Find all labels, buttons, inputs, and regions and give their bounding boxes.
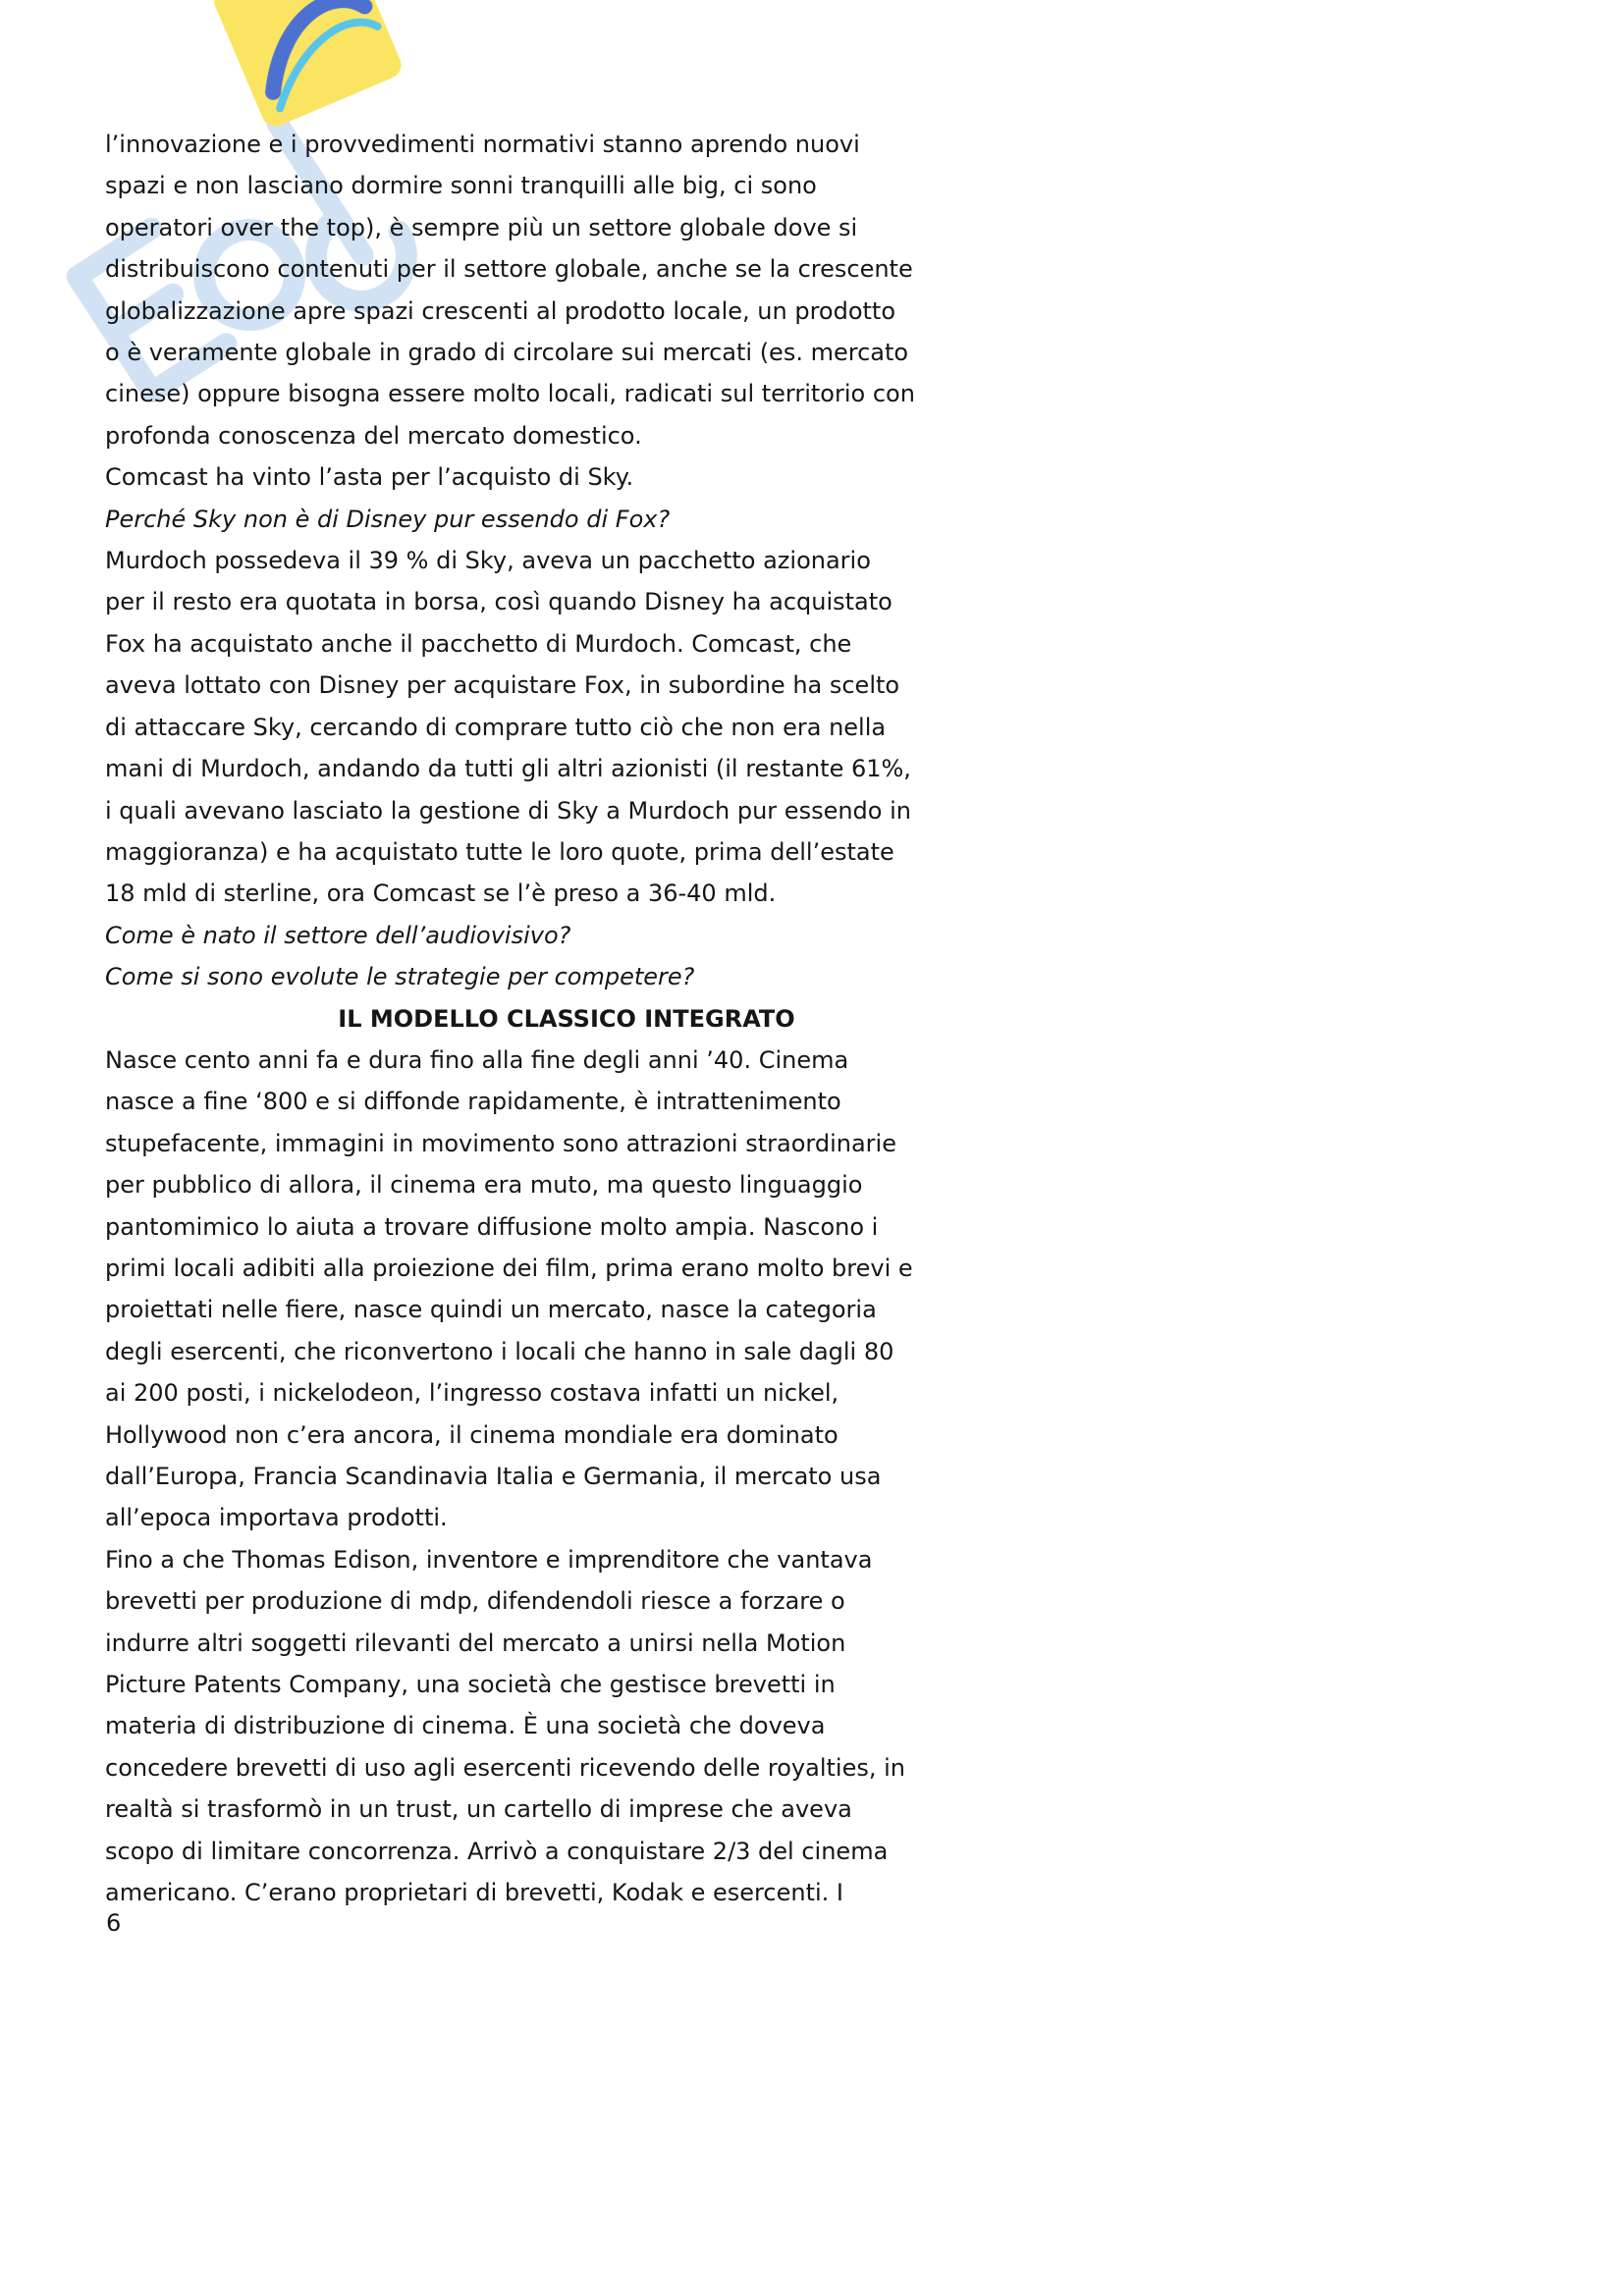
watermark-note <box>210 0 406 131</box>
paragraph <box>105 124 1028 456</box>
text-line: degli esercenti, che riconvertono i locali che hanno in sale dagli 80 <box>105 1337 894 1365</box>
text-line: Comcast ha vinto l’asta per l’acquisto di Sky. <box>105 463 634 492</box>
text-line: Come è nato il settore dell’audiovisivo? <box>105 921 571 949</box>
text-line: nasce a fine ‘800 e si diffonde rapidamente, è intrattenimento <box>105 1088 841 1116</box>
paragraph <box>105 540 1028 915</box>
text-line: cinese) oppure bisogna essere molto locali, radicati sul territorio con <box>105 380 915 408</box>
text-line: indurre altri soggetti rilevanti del mercato a unirsi nella Motion <box>105 1629 846 1657</box>
text-line: primi locali adibiti alla proiezione dei film, prima erano molto brevi e <box>105 1254 913 1282</box>
text-line: materia di distribuzione di cinema. È una società che doveva <box>105 1712 826 1740</box>
paragraph <box>105 1040 1028 1539</box>
text-line: maggioranza) e ha acquistato tutte le loro quote, prima dell’estate <box>105 837 894 866</box>
text-line: scopo di limitare concorrenza. Arrivò a conquistare 2/3 del cinema <box>105 1837 889 1865</box>
text-line: Murdoch possedeva il 39 % di Sky, aveva un pacchetto azionario <box>105 547 871 575</box>
text-line: pantomimico lo aiuta a trovare diffusione molto ampia. Nascono i <box>105 1212 879 1241</box>
paragraph <box>105 1539 1028 1914</box>
text-line: Come si sono evolute le strategie per competere? <box>105 963 695 991</box>
section-heading <box>105 998 1028 1040</box>
text-line: realtà si trasformò in un trust, un cartello di imprese che aveva <box>105 1795 852 1824</box>
text-line: all’epoca importava prodotti. <box>105 1504 448 1532</box>
text-line: globalizzazione apre spazi crescenti al prodotto locale, un prodotto <box>105 296 896 325</box>
text-line: per il resto era quotata in borsa, così quando Disney ha acquistato <box>105 588 893 616</box>
text-line: 18 mld di sterline, ora Comcast se l’è preso a 36-40 mld. <box>105 880 777 908</box>
text-line: aveva lottato con Disney per acquistare Fox, in subordine ha scelto <box>105 671 900 700</box>
text-line: di attaccare Sky, cercando di comprare tutto ciò che non era nella <box>105 713 887 741</box>
text-line: o è veramente globale in grado di circolare sui mercati (es. mercato <box>105 339 909 367</box>
text-line: americano. C’erano proprietari di brevetti, Kodak e esercenti. I <box>105 1879 843 1907</box>
document-body <box>105 124 1028 1913</box>
text-line: i quali avevano lasciato la gestione di Sky a Murdoch pur essendo in <box>105 796 911 825</box>
text-line: concedere brevetti di uso agli esercenti ricevendo delle royalties, in <box>105 1753 905 1782</box>
text-line: stupefacente, immagini in movimento sono attrazioni straordinarie <box>105 1129 896 1157</box>
text-line: Fino a che Thomas Edison, inventore e imprenditore che vantava <box>105 1545 873 1574</box>
text-line: mani di Murdoch, andando da tutti gli altri azionisti (il restante 61%, <box>105 755 911 783</box>
text-line: brevetti per produzione di mdp, difendendoli riesce a forzare o <box>105 1587 845 1616</box>
page-number: 6 <box>106 1909 122 1937</box>
text-line: spazi e non lasciano dormire sonni tranquilli alle big, ci sono <box>105 172 817 200</box>
text-line: proiettati nelle fiere, nasce quindi un mercato, nasce la categoria <box>105 1296 877 1324</box>
text-line: IL MODELLO CLASSICO INTEGRATO <box>338 1004 795 1033</box>
paragraph <box>105 456 1028 498</box>
question-line <box>105 499 1028 540</box>
text-line: Perché Sky non è di Disney pur essendo di Fox? <box>105 505 671 533</box>
text-line: Fox ha acquistato anche il pacchetto di Murdoch. Comcast, che <box>105 629 852 658</box>
text-line: dall’Europa, Francia Scandinavia Italia e Germania, il mercato usa <box>105 1463 882 1490</box>
text-line: Nasce cento anni fa e dura fino alla fine degli anni ’40. Cinema <box>105 1045 849 1074</box>
text-line: distribuiscono contenuti per il settore globale, anche se la crescente <box>105 255 913 284</box>
text-line: profonda conoscenza del mercato domestico. <box>105 421 642 450</box>
text-line: Picture Patents Company, una società che gestisce brevetti in <box>105 1671 836 1699</box>
question-line <box>105 956 1028 997</box>
question-line <box>105 915 1028 956</box>
text-line: Hollywood non c’era ancora, il cinema mondiale era dominato <box>105 1420 839 1449</box>
text-line: l’innovazione e i provvedimenti normativi stanno aprendo nuovi <box>105 131 860 158</box>
text-line: operatori over the top), è sempre più un settore globale dove si <box>105 213 858 241</box>
text-line: per pubblico di allora, il cinema era muto, ma questo linguaggio <box>105 1171 863 1200</box>
text-line: ai 200 posti, i nickelodeon, l’ingresso costava infatti un nickel, <box>105 1379 839 1408</box>
